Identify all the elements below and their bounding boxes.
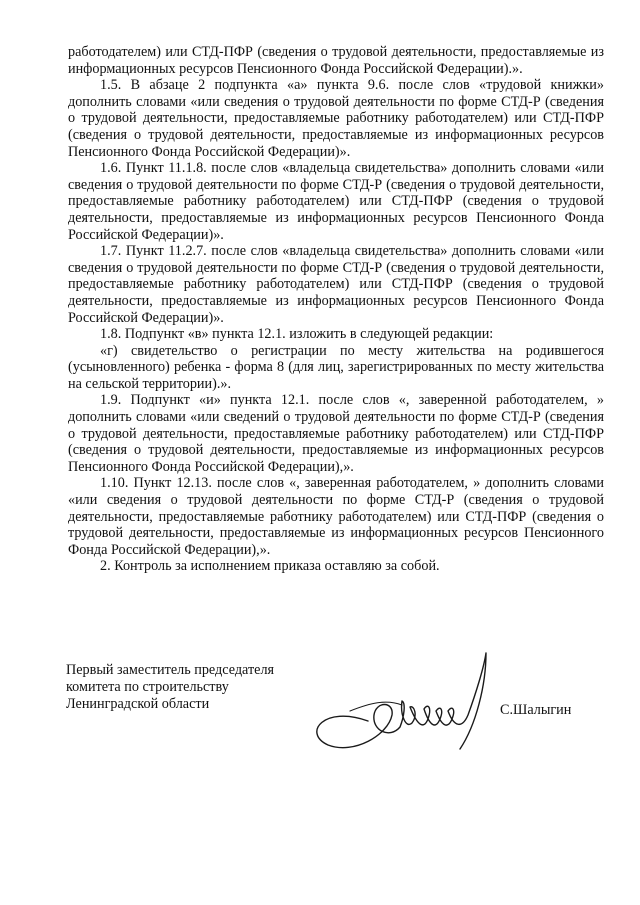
signatory-name: С.Шалыгин — [500, 702, 572, 718]
signatory-title — [66, 662, 274, 713]
paragraph-1-8-quote: «г) свидетельство о регистрации по месту жительства на родившегося (усыновленного) ребенка - форма 8 (для лиц, зарегистрированных по месту жительства на сельской территории).». — [68, 342, 604, 392]
document-body — [68, 44, 604, 575]
paragraph-1-10: 1.10. Пункт 12.13. после слов «, заверенная работодателем, » дополнить словами «или сведения о трудовой деятельности по форме СТД-Р (сведения о трудовой деятельности, предоставляемые работнику работодателем) или СТД-ПФР (сведения о трудовой деятельности, предоставляемые из информационных ресурсов Пенсионного Фонда Российской Федерации),». — [68, 475, 604, 558]
signatory-title-line-1: Первый заместитель председателя — [66, 662, 275, 678]
signatory-title-line-2: комитета по строительству — [66, 679, 229, 695]
paragraph-1-9: 1.9. Подпункт «и» пункта 12.1. после слов «, заверенной работодателем, » дополнить словами «или сведений о трудовой деятельности по форме СТД-Р (сведения о трудовой деятельности, предоставляемые работнику работодателем) или СТД-ПФР (сведения о трудовой деятельности, предоставляемые из информационных ресурсов Пенсионного Фонда Российской Федерации),». — [68, 392, 604, 475]
paragraph-1-8: 1.8. Подпункт «в» пункта 12.1. изложить в следующей редакции: — [100, 326, 494, 343]
paragraph-1-7: 1.7. Пункт 11.2.7. после слов «владельца свидетельства» дополнить словами «или сведения о трудовой деятельности по форме СТД-Р (сведения о трудовой деятельности, предоставляемые работнику работодателем) или СТД-ПФР (сведения о трудовой деятельности, предоставляемые из информационных ресурсов Пенсионного Фонда Российской Федерации)». — [68, 243, 604, 326]
handwritten-signature — [290, 645, 510, 755]
paragraph-continuation: работодателем) или СТД-ПФР (сведения о трудовой деятельности, предоставляемые из информационных ресурсов Пенсионного Фонда Российской Федерации).». — [68, 44, 604, 77]
paragraph-2: 2. Контроль за исполнением приказа оставляю за собой. — [100, 558, 440, 575]
signatory-title-line-3: Ленинградской области — [66, 696, 210, 712]
paragraph-1-6: 1.6. Пункт 11.1.8. после слов «владельца свидетельства» дополнить словами «или сведения о трудовой деятельности по форме СТД-Р (сведения о трудовой деятельности, предоставляемые работнику работодателем) или СТД-ПФР (сведения о трудовой деятельности, предоставляемые из информационных ресурсов Пенсионного Фонда Российской Федерации)». — [68, 160, 604, 243]
paragraph-1-5: 1.5. В абзаце 2 подпункта «а» пункта 9.6. после слов «трудовой книжки» дополнить словами «или сведения о трудовой деятельности по форме СТД-Р (сведения о трудовой деятельности, предоставляемые работнику работодателем) или СТД-ПФР (сведения о трудовой деятельности, предоставляемые из информационных ресурсов Пенсионного Фонда Российской Федерации)». — [68, 77, 604, 160]
